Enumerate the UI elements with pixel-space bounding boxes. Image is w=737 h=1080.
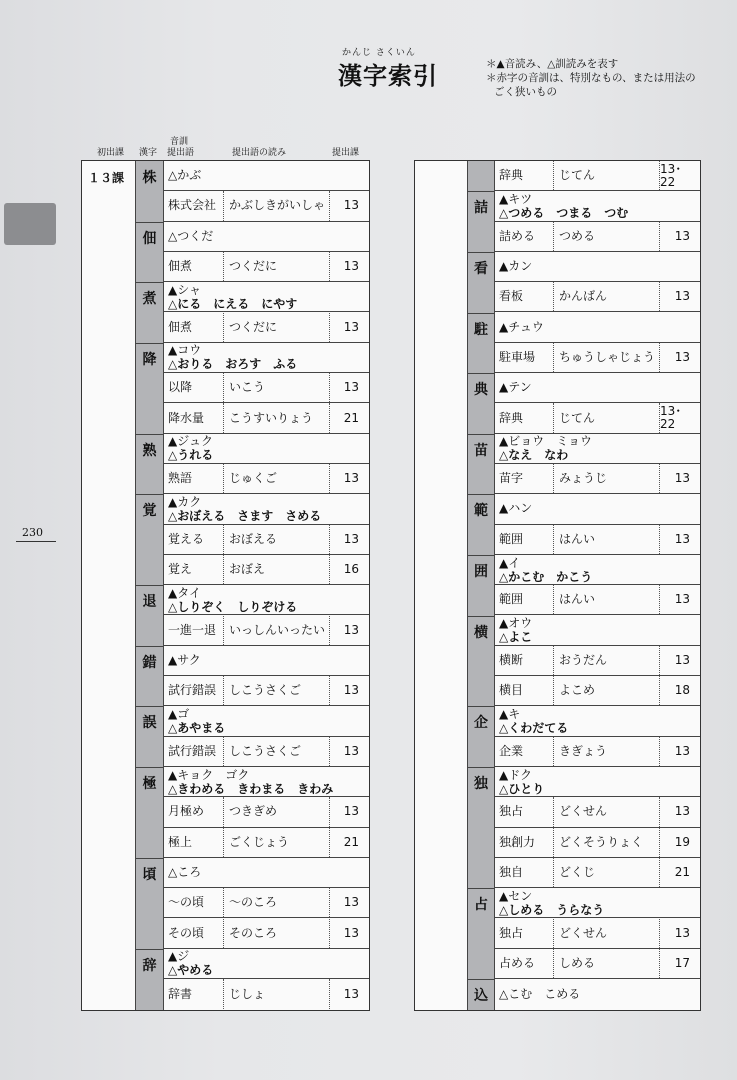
kanji-char: 煮 (142, 291, 157, 308)
reading-cell: つきぎめ (223, 797, 329, 826)
lesson-cell: 16 (329, 555, 369, 584)
index-row (495, 373, 700, 403)
kun-reading: △やめる (168, 963, 214, 978)
page-number: 230 (22, 526, 43, 539)
kanji-char: 横 (474, 624, 488, 641)
kanji-char: 極 (142, 776, 157, 792)
index-row (164, 191, 369, 221)
lesson-cell: 13 (329, 525, 369, 554)
index-row (495, 797, 700, 827)
reading-cell: よこめ (553, 676, 659, 705)
kun-reading: △にる にえる にやす (168, 296, 298, 311)
kun-reading: △しりぞく しりぞける (168, 599, 298, 614)
kanji-char: 駐 (474, 321, 488, 338)
reading-cell: はんい (553, 525, 659, 554)
kanji-divider (467, 706, 495, 707)
word-cell: 熟語 (168, 471, 193, 486)
on-reading: ▲キツ (499, 191, 533, 206)
word-cell: 以降 (168, 380, 193, 395)
on-reading: ▲イ (499, 555, 521, 570)
index-row (495, 434, 700, 464)
word-cell: 覚え (168, 562, 193, 577)
index-row (495, 858, 700, 888)
onkun-cell (499, 434, 700, 463)
index-row (164, 797, 369, 827)
index-row (495, 343, 700, 373)
lesson-cell: 13 (329, 888, 369, 917)
kun-reading: △きわめる きわまる きわみ (168, 781, 334, 796)
on-reading: ▲タイ (168, 585, 201, 600)
lesson-cell: 21 (659, 858, 700, 887)
reading-cell: つめる (553, 222, 659, 251)
lesson-cell: 13 (659, 919, 700, 948)
onkun-cell (168, 282, 369, 311)
word-cell: 占める (499, 955, 536, 970)
word-cell: 降水量 (168, 410, 205, 425)
lesson-cell: 13 (659, 525, 700, 554)
lesson-cell: 13 (329, 252, 369, 281)
word-cell: 看板 (499, 289, 524, 304)
on-reading: ▲キョク ゴク (168, 767, 250, 782)
onkun-cell: △ころ (168, 865, 202, 880)
kanji-char: 看 (474, 260, 488, 277)
kanji-char: 苗 (474, 442, 488, 459)
word-cell: 範囲 (499, 592, 524, 607)
lesson-cell: 13 (659, 646, 700, 675)
col-lesson: 提出課 (332, 148, 360, 158)
right-index-table (414, 160, 701, 1011)
index-row (164, 373, 369, 403)
lesson-cell: 17 (659, 949, 700, 978)
index-row (495, 919, 700, 949)
word-cell: 企業 (499, 743, 524, 758)
on-reading: ▲ビョウ ミョウ (499, 434, 592, 449)
index-row (495, 191, 700, 221)
index-row (164, 767, 369, 797)
kanji-divider (467, 555, 495, 556)
kanji-char: 頃 (142, 866, 157, 883)
kun-reading: △くわだてる (499, 721, 569, 736)
word-cell: 範囲 (499, 531, 524, 546)
kanji-char: 詰 (474, 200, 488, 217)
title-ruby: かんじ さくいん (342, 48, 416, 58)
kun-reading: △かこむ かこう (499, 569, 593, 584)
kanji-char: 独 (474, 776, 488, 792)
note-line: ごく狭いもの (494, 86, 557, 98)
kanji-divider (135, 585, 164, 586)
index-row (164, 858, 369, 888)
onkun-cell (499, 616, 700, 645)
reading-cell: いこう (223, 373, 329, 402)
word-cell: その頃 (168, 925, 205, 940)
onkun-cell (168, 706, 369, 735)
index-row (495, 282, 700, 312)
index-row (164, 555, 369, 585)
kanji-divider (135, 706, 164, 707)
reading-cell: じしょ (223, 979, 329, 1009)
word-cell: 佃煮 (168, 259, 193, 274)
index-row (164, 676, 369, 706)
reading-cell: 〜のころ (223, 888, 329, 917)
index-row (164, 919, 369, 949)
onkun-cell: ▲テン (499, 380, 532, 395)
onkun-cell: △こむ こめる (499, 986, 581, 1001)
word-cell: 辞書 (168, 986, 193, 1001)
index-row (495, 585, 700, 615)
reading-cell: ごくじょう (223, 828, 329, 857)
kanji-char: 込 (474, 988, 488, 1005)
index-row (164, 434, 369, 464)
reading-cell: しこうさくご (223, 676, 329, 705)
index-row (495, 828, 700, 858)
kun-reading: △なえ なわ (499, 448, 569, 463)
lesson-cell: 13･22 (659, 403, 700, 432)
kanji-column (467, 161, 495, 1010)
kanji-divider (135, 222, 164, 223)
on-reading: ▲シャ (168, 282, 201, 297)
reading-cell: どくせん (553, 797, 659, 826)
word-cell: 佃煮 (168, 319, 193, 334)
lesson-cell: 18 (659, 676, 700, 705)
lesson-cell: 13 (329, 979, 369, 1009)
onkun-cell (168, 343, 369, 372)
index-row (164, 737, 369, 767)
word-cell: 苗字 (499, 471, 524, 486)
word-cell: 株式会社 (168, 198, 217, 213)
reading-cell: どくそうりょく (553, 828, 659, 857)
index-row (495, 555, 700, 585)
kanji-char: 株 (142, 170, 157, 186)
reading-cell: はんい (553, 585, 659, 614)
index-row (495, 949, 700, 979)
reading-cell: みょうじ (553, 464, 659, 493)
index-row (495, 979, 700, 1009)
word-cell: 試行錯誤 (168, 683, 217, 698)
index-row (495, 525, 700, 555)
header-notes (486, 57, 696, 99)
lesson-cell: 13･22 (659, 161, 700, 190)
lesson-cell: 13 (329, 919, 369, 948)
word-cell: 〜の頃 (168, 895, 205, 910)
reading-cell: つくだに (223, 252, 329, 281)
index-row (495, 494, 700, 524)
word-cell: 駐車場 (499, 349, 536, 364)
index-row (164, 313, 369, 343)
word-cell: 辞典 (499, 410, 524, 425)
kanji-divider (135, 767, 164, 768)
index-row (164, 494, 369, 524)
reading-cell: ちゅうしゃじょう (553, 343, 659, 372)
reading-cell: いっしんいったい (223, 616, 329, 645)
page-title: 漢字索引 (338, 62, 438, 90)
lesson-cell: 13 (329, 464, 369, 493)
word-cell: 横断 (499, 652, 524, 667)
kanji-divider (467, 494, 495, 495)
col-first-lesson: 初出課 (97, 148, 125, 158)
index-row (164, 282, 369, 312)
kanji-divider (467, 252, 495, 253)
kun-reading: △おりる おろす ふる (168, 357, 298, 372)
word-cell: 独占 (499, 804, 524, 819)
reading-cell: きぎょう (553, 737, 659, 766)
reading-cell: じてん (553, 161, 659, 190)
index-row (164, 161, 369, 191)
lesson-cell: 19 (659, 828, 700, 857)
reading-cell: つくだに (223, 313, 329, 342)
index-row (164, 585, 369, 615)
on-reading: ▲キ (499, 707, 521, 722)
on-reading: ▲カク (168, 494, 202, 509)
kanji-divider (467, 888, 495, 889)
col-word: 提出語 (167, 148, 195, 158)
index-row (495, 464, 700, 494)
kun-reading: △あやまる (168, 721, 226, 736)
lesson-cell: 13 (329, 797, 369, 826)
kanji-divider (135, 434, 164, 435)
kun-reading: △つめる つまる つむ (499, 205, 629, 220)
index-row (495, 646, 700, 676)
lesson-cell: 13 (659, 797, 700, 826)
word-cell: 試行錯誤 (168, 743, 217, 758)
onkun-cell: ▲サク (168, 652, 201, 667)
kanji-divider (467, 191, 495, 192)
index-row (495, 313, 700, 343)
index-row (495, 252, 700, 282)
index-row (495, 676, 700, 706)
index-row (164, 616, 369, 646)
lesson-cell: 13 (329, 373, 369, 402)
index-row (495, 616, 700, 646)
left-index-table (81, 160, 370, 1011)
onkun-cell (499, 767, 700, 796)
page-number-rule (16, 541, 56, 542)
on-reading: ▲ジュク (168, 434, 213, 449)
lesson-cell: 13 (659, 222, 700, 251)
index-row (164, 343, 369, 373)
lesson-cell: 13 (329, 676, 369, 705)
kanji-char: 退 (142, 594, 157, 611)
reading-cell: おうだん (553, 646, 659, 675)
word-cell: 独占 (499, 925, 524, 940)
reading-cell: こうすいりょう (223, 403, 329, 432)
onkun-cell (499, 555, 700, 584)
word-cell: 覚える (168, 531, 205, 546)
note-line: ＊赤字の音訓は、特別なもの、または用法の (486, 72, 696, 84)
index-row (164, 706, 369, 736)
lesson-cell: 13 (659, 737, 700, 766)
index-row (164, 646, 369, 676)
on-reading: ▲オウ (499, 616, 533, 631)
kanji-divider (467, 313, 495, 314)
index-row (495, 161, 700, 191)
chapter-tab (4, 203, 56, 245)
index-row (495, 767, 700, 797)
word-cell: 独創力 (499, 834, 536, 849)
kanji-divider (135, 646, 164, 647)
lesson-cell: 13 (329, 616, 369, 645)
col-reading: 音訓 (170, 137, 189, 147)
kanji-char: 佃 (142, 230, 157, 247)
word-cell: 極上 (168, 834, 193, 849)
reading-cell: かんばん (553, 282, 659, 311)
reading-cell: しこうさくご (223, 737, 329, 766)
index-row (495, 706, 700, 736)
onkun-cell: ▲ハン (499, 501, 533, 516)
lesson-cell: 13 (329, 737, 369, 766)
kun-reading: △おぼえる さます さめる (168, 508, 322, 523)
kanji-char: 典 (474, 382, 488, 399)
kanji-divider (467, 767, 495, 768)
on-reading: ▲セン (499, 888, 533, 903)
onkun-cell (168, 949, 369, 978)
kanji-char: 降 (142, 351, 157, 368)
on-reading: ▲コウ (168, 343, 202, 358)
lesson-cell: 13 (329, 313, 369, 342)
kanji-char: 囲 (474, 563, 488, 580)
kun-reading: △しめる うらなう (499, 902, 605, 917)
onkun-cell: ▲チュウ (499, 319, 544, 334)
kanji-divider (135, 494, 164, 495)
onkun-cell (499, 888, 700, 917)
reading-cell: しめる (553, 949, 659, 978)
word-cell: 独自 (499, 865, 524, 880)
index-row (495, 888, 700, 918)
kanji-char: 企 (474, 715, 488, 732)
lesson-cell: 13 (659, 464, 700, 493)
kun-reading: △うれる (168, 448, 214, 463)
col-kanji: 漢字 (139, 148, 158, 158)
kun-reading: △よこ (499, 630, 533, 645)
kanji-divider (135, 858, 164, 859)
kanji-char: 占 (474, 897, 488, 914)
reading-cell: おぼえ (223, 555, 329, 584)
index-row (164, 252, 369, 282)
lesson-cell: 21 (329, 403, 369, 432)
index-row (164, 222, 369, 252)
reading-cell: そのころ (223, 919, 329, 948)
kanji-char: 覚 (142, 503, 157, 520)
kanji-divider (467, 434, 495, 435)
kanji-divider (467, 979, 495, 980)
reading-cell: かぶしきがいしゃ (223, 191, 329, 220)
reading-cell: じゅくご (223, 464, 329, 493)
reading-cell: どくせん (553, 919, 659, 948)
word-cell: 月極め (168, 804, 205, 819)
lesson-cell: 13 (659, 282, 700, 311)
kanji-char: 誤 (142, 715, 157, 732)
lesson-cell: 13 (659, 343, 700, 372)
onkun-cell (499, 191, 700, 220)
kanji-char: 辞 (142, 957, 157, 974)
index-row (495, 403, 700, 433)
on-reading: ▲ジ (168, 949, 190, 964)
word-cell: 横目 (499, 683, 524, 698)
reading-cell: どくじ (553, 858, 659, 887)
word-cell: 一進一退 (168, 622, 217, 637)
onkun-cell (168, 494, 369, 523)
lesson-cell: 13 (329, 191, 369, 220)
lesson-cell: 21 (329, 828, 369, 857)
index-row (164, 949, 369, 979)
onkun-cell: ▲カン (499, 259, 533, 274)
kanji-char: 範 (474, 503, 488, 520)
index-row (164, 888, 369, 918)
col-word-reading: 提出語の読み (232, 148, 287, 158)
onkun-cell (168, 585, 369, 614)
on-reading: ▲ドク (499, 767, 532, 782)
index-row (164, 525, 369, 555)
on-reading: ▲ゴ (168, 707, 190, 722)
index-row (495, 737, 700, 767)
index-row (164, 403, 369, 433)
lesson-label: １３課 (88, 171, 125, 185)
onkun-cell (168, 767, 369, 796)
kanji-divider (135, 282, 164, 283)
note-line: ＊▲音読み、△訓読みを表す (486, 58, 619, 70)
word-cell: 辞典 (499, 168, 524, 183)
kanji-divider (135, 949, 164, 950)
word-cell: 詰める (499, 228, 536, 243)
lesson-cell: 13 (659, 585, 700, 614)
reading-cell: おぼえる (223, 525, 329, 554)
kun-reading: △ひとり (499, 781, 545, 796)
onkun-cell: △かぶ (168, 168, 202, 183)
onkun-cell (499, 706, 700, 735)
onkun-cell: △つくだ (168, 228, 214, 243)
kanji-char: 熟 (142, 442, 157, 459)
index-row (164, 828, 369, 858)
reading-cell: じてん (553, 403, 659, 432)
kanji-divider (135, 343, 164, 344)
index-row (164, 464, 369, 494)
kanji-char: 錯 (142, 654, 157, 671)
index-row (164, 979, 369, 1009)
kanji-divider (467, 616, 495, 617)
onkun-cell (168, 434, 369, 463)
index-row (495, 222, 700, 252)
kanji-divider (467, 373, 495, 374)
